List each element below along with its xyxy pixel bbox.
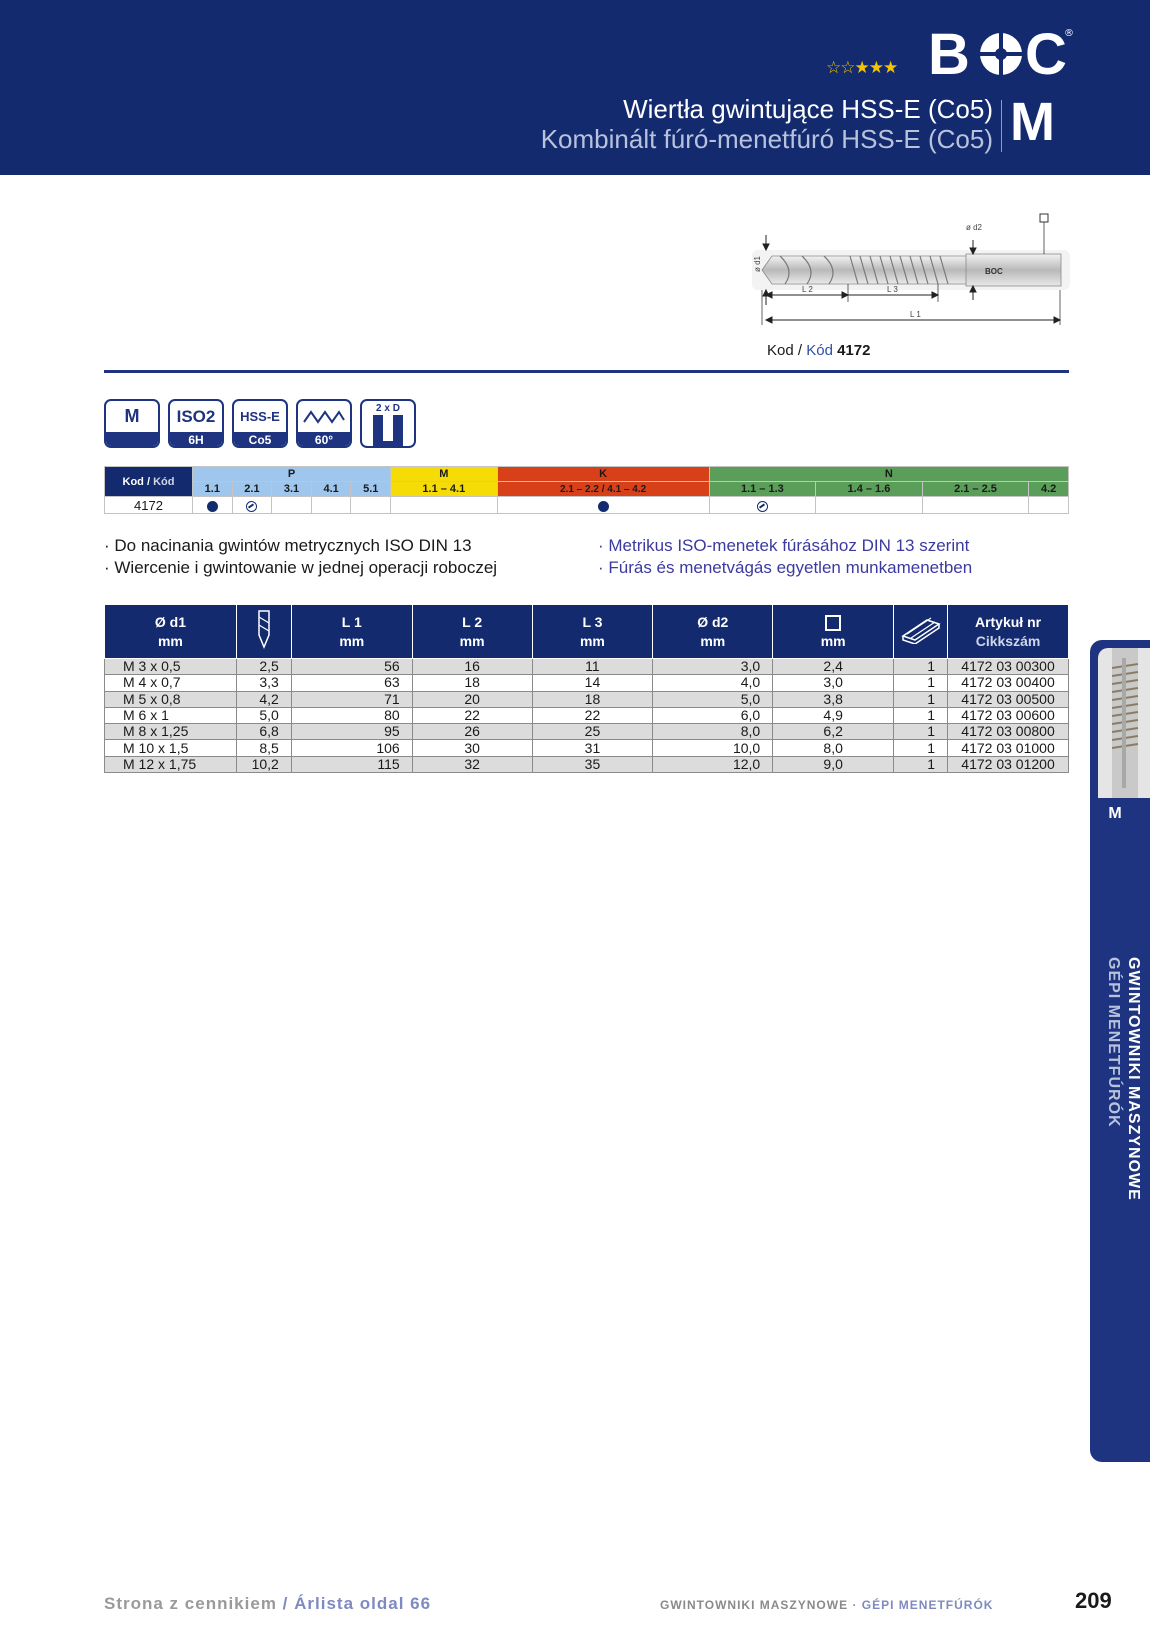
rating-stars: ☆☆★★★ (826, 58, 898, 78)
material-column: 2.1 (232, 482, 272, 497)
cell-l1: 71 (291, 691, 412, 707)
cell-pack: 1 (894, 740, 948, 756)
cell-l2: 20 (412, 691, 532, 707)
cell-art: 4172 03 00600 (948, 707, 1069, 723)
title-hungarian: Kombinált fúró-menetfúró HSS-E (Co5) (540, 124, 993, 154)
header-pack-icon (894, 605, 948, 659)
material-mark-cell (1029, 497, 1069, 514)
cell-l2: 16 (412, 659, 532, 675)
cell-sq: 2,4 (773, 659, 894, 675)
shank-logo-text: BOC (985, 267, 1003, 276)
cell-drill: 6,8 (236, 724, 291, 740)
secondary-use-icon (246, 501, 257, 512)
cell-art: 4172 03 01200 (948, 756, 1069, 772)
cell-l3: 22 (532, 707, 653, 723)
square-icon (825, 615, 841, 631)
cell-l1: 95 (291, 724, 412, 740)
feature-bullet-hu: · Fúrás és menetvágás egyetlen munkamenetben (598, 558, 973, 577)
side-tab-letter: M (1108, 805, 1122, 822)
side-tab-text-pl: GWINTOWNIKI MASZYNOWE (1125, 957, 1142, 1201)
group-n-header: N (709, 467, 1068, 482)
table-row (105, 756, 1069, 772)
material-mark-cell (816, 497, 923, 514)
material-column: 3.1 (272, 482, 312, 497)
title-divider (1001, 100, 1002, 152)
header-l2: L 2 mm (412, 605, 532, 659)
cell-drill: 4,2 (236, 691, 291, 707)
title-polish: Wiertła gwintujące HSS-E (Co5) (623, 94, 993, 124)
cell-l1: 63 (291, 675, 412, 691)
tap-tool-image (1098, 648, 1150, 798)
header-square: mm (773, 605, 894, 659)
cell-l3: 31 (532, 740, 653, 756)
cell-sq: 3,8 (773, 691, 894, 707)
spec-table-body (105, 659, 1069, 773)
thread-profile-icon (302, 408, 346, 426)
cell-d2: 5,0 (653, 691, 773, 707)
table-row (105, 691, 1069, 707)
label-d1: ø d1 (753, 255, 762, 272)
material-mark-cell (497, 497, 709, 514)
cell-l3: 35 (532, 756, 653, 772)
cell-drill: 3,3 (236, 675, 291, 691)
cell-d1: M 5 x 0,8 (105, 691, 237, 707)
depth-2xd-icon: 2 x D (360, 399, 416, 448)
cell-pack: 1 (894, 724, 948, 740)
svg-text:®: ® (1064, 28, 1074, 39)
drill-bit-icon (251, 609, 277, 649)
material-mark-cell (351, 497, 391, 514)
cell-sq: 3,0 (773, 675, 894, 691)
material-column: 1.1 – 1.3 (709, 482, 816, 497)
label-d2: ø d2 (966, 223, 983, 232)
cell-l3: 11 (532, 659, 653, 675)
pack-quantity-icon (899, 614, 943, 644)
cell-l2: 30 (412, 740, 532, 756)
material-mark-cell (232, 497, 272, 514)
cell-drill: 5,0 (236, 707, 291, 723)
material-column: 2.1 – 2.2 / 4.1 – 4.2 (497, 482, 709, 497)
material-column: 4.1 (311, 482, 351, 497)
tool-dimension-drawing (740, 210, 1080, 340)
feature-bullet-pl: · Do nacinania gwintów metrycznych ISO DIN 13 (104, 536, 472, 555)
table-row (105, 675, 1069, 691)
table-row (105, 707, 1069, 723)
cell-drill: 2,5 (236, 659, 291, 675)
header-l1: L 1 mm (291, 605, 412, 659)
material-column: 1.1 – 4.1 (391, 482, 498, 497)
group-p-header: P (193, 467, 391, 482)
cell-art: 4172 03 00800 (948, 724, 1069, 740)
material-column: 1.1 (193, 482, 233, 497)
cell-l1: 115 (291, 756, 412, 772)
material-mark-cell (193, 497, 233, 514)
material-column: 1.4 – 1.6 (816, 482, 923, 497)
group-k-header: K (497, 467, 709, 482)
material-column: 2.1 – 2.5 (922, 482, 1029, 497)
page-number: 209 (1075, 1588, 1112, 1613)
cell-l1: 80 (291, 707, 412, 723)
table-row (105, 724, 1069, 740)
material-mark-cell (391, 497, 498, 514)
cell-sq: 8,0 (773, 740, 894, 756)
cell-l2: 18 (412, 675, 532, 691)
spec-header-row (105, 605, 1069, 659)
cell-pack: 1 (894, 659, 948, 675)
cell-art: 4172 03 00500 (948, 691, 1069, 707)
cell-l2: 32 (412, 756, 532, 772)
side-tab-text (1098, 957, 1142, 1317)
section-divider (104, 370, 1069, 373)
cell-l3: 18 (532, 691, 653, 707)
header-l3: L 3 mm (532, 605, 653, 659)
group-m-header: M (391, 467, 498, 482)
primary-use-dot-icon (598, 501, 609, 512)
material-hsse-icon: HSS-E Co5 (232, 399, 288, 448)
cell-l3: 25 (532, 724, 653, 740)
price-list-reference: Strona z cennikiem / Árlista oldal 66 (104, 1594, 432, 1613)
cell-d1: M 3 x 0,5 (105, 659, 237, 675)
cell-drill: 8,5 (236, 740, 291, 756)
material-column: 4.2 (1029, 482, 1069, 497)
svg-text:C: C (1025, 22, 1067, 82)
cell-d2: 8,0 (653, 724, 773, 740)
page-header (0, 0, 1150, 175)
cell-art: 4172 03 00300 (948, 659, 1069, 675)
cell-art: 4172 03 00400 (948, 675, 1069, 691)
material-row-code: 4172 (105, 497, 193, 514)
cell-l1: 106 (291, 740, 412, 756)
product-spec-table (104, 604, 1069, 773)
cell-pack: 1 (894, 707, 948, 723)
cell-l3: 14 (532, 675, 653, 691)
cell-d2: 3,0 (653, 659, 773, 675)
side-tab-text-hu: GÉPI MENETFÚRÓK (1105, 957, 1122, 1128)
label-l2: L 2 (802, 285, 813, 294)
cell-d1: M 8 x 1,25 (105, 724, 237, 740)
table-row (105, 659, 1069, 675)
cell-pack: 1 (894, 675, 948, 691)
primary-use-dot-icon (207, 501, 218, 512)
cell-art: 4172 03 01000 (948, 740, 1069, 756)
cell-d1: M 12 x 1,75 (105, 756, 237, 772)
boc-logo (928, 22, 1076, 82)
cell-l2: 22 (412, 707, 532, 723)
cell-d2: 6,0 (653, 707, 773, 723)
thread-angle-icon: 60° (296, 399, 352, 448)
product-code-label: Kod / Kód 4172 (767, 342, 871, 359)
cell-drill: 10,2 (236, 756, 291, 772)
material-mark-cell (709, 497, 816, 514)
cell-sq: 9,0 (773, 756, 894, 772)
cell-d2: 12,0 (653, 756, 773, 772)
cell-d2: 10,0 (653, 740, 773, 756)
feature-bullet-hu: · Metrikus ISO-menetek fúrásához DIN 13 szerint (598, 536, 970, 555)
material-column: 5.1 (351, 482, 391, 497)
square-dimension-icon (1040, 214, 1048, 222)
metric-thread-icon: M (104, 399, 160, 448)
cell-d1: M 4 x 0,7 (105, 675, 237, 691)
material-code-header: Kod / Kód (105, 467, 193, 497)
label-l1: L 1 (910, 310, 921, 319)
header-article-number: Artykuł nr Cikkszám (948, 605, 1069, 659)
svg-text:B: B (928, 22, 970, 82)
cell-l1: 56 (291, 659, 412, 675)
cell-d1: M 6 x 1 (105, 707, 237, 723)
tolerance-iso2-icon: ISO2 6H (168, 399, 224, 448)
cell-l2: 26 (412, 724, 532, 740)
header-drill-icon (236, 605, 291, 659)
feature-bullet-pl: · Wiercenie i gwintowanie w jednej operacji roboczej (104, 558, 498, 577)
cell-pack: 1 (894, 691, 948, 707)
header-d2: Ø d2 mm (653, 605, 773, 659)
footer-category: GWINTOWNIKI MASZYNOWE · GÉPI MENETFÚRÓK (660, 1598, 994, 1612)
header-d1: Ø d1 mm (105, 605, 237, 659)
material-mark-cell (311, 497, 351, 514)
label-l3: L 3 (887, 285, 898, 294)
cell-sq: 6,2 (773, 724, 894, 740)
cell-sq: 4,9 (773, 707, 894, 723)
cell-d1: M 10 x 1,5 (105, 740, 237, 756)
secondary-use-icon (757, 501, 768, 512)
material-mark-cell (922, 497, 1029, 514)
material-mark-cell (272, 497, 312, 514)
section-letter: M (1010, 92, 1055, 152)
table-row (105, 740, 1069, 756)
cell-pack: 1 (894, 756, 948, 772)
cell-d2: 4,0 (653, 675, 773, 691)
material-suitability-table (104, 466, 1069, 514)
